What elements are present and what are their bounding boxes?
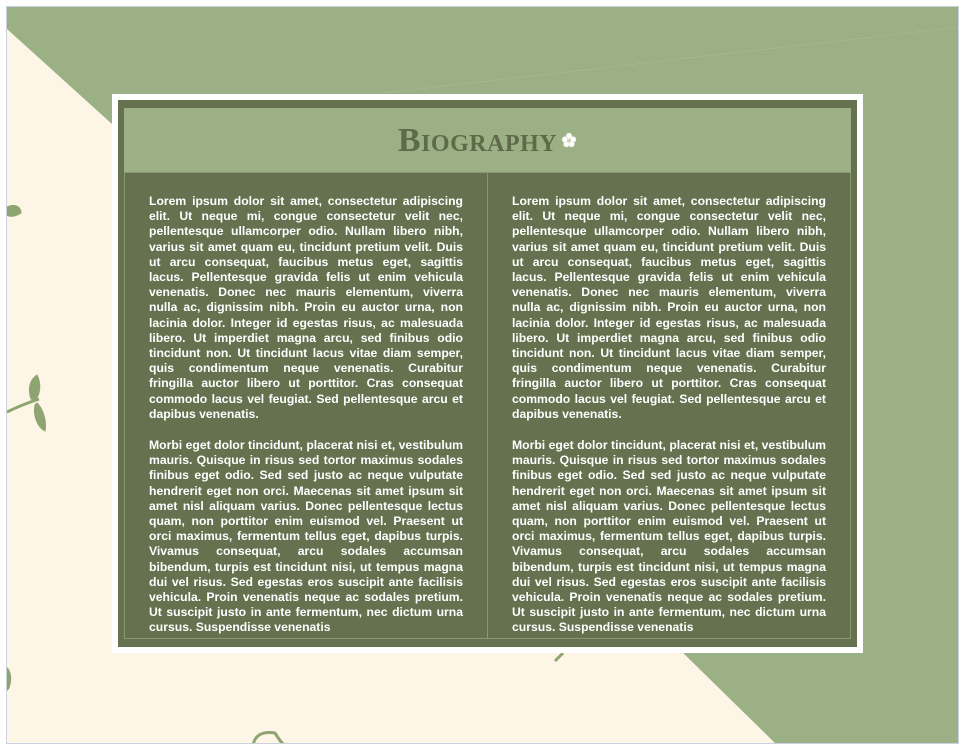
- biography-column-right: [487, 173, 850, 638]
- paragraph: Lorem ipsum dolor sit amet, consectetur adipiscing elit. Ut neque mi, congue consectetur velit nec, pellentesque ullamcorper odio. Nullam libero nibh, varius sit amet quam eu, tincidunt pretium velit. Duis ut arcu consequat, faucibus metus eget, sagittis lacus. Pellentesque gravida felis ut enim vehicula venenatis. Donec nec mauris elementum, viverra nulla ac, dignissim nibh. Proin eu auctor urna, non lacinia dolor. Integer id egestas risus, ac malesuada libero. Ut imperdiet magna arcu, sed finibus odio tincidunt non. Ut tincidunt lacus vitae diam semper, quis condimentum neque venenatis. Curabitur fringilla auctor libero ut porttitor. Cras consequat commodo lacus vel feugiat. Sed pellentesque arcu et dapibus venenatis.: [149, 194, 463, 421]
- card-panel: [118, 100, 857, 647]
- leaf-icon: [7, 205, 21, 216]
- biography-column-left: [125, 173, 487, 638]
- paragraph: Morbi eget dolor tincidunt, placerat nisi et, vestibulum mauris. Quisque in risus sed tortor maximus sodales finibus eget odio. Sed sed justo ac neque vulputate hendrerit eget non orci. Maecenas sit amet ipsum sit amet nisl aliquam varius. Donec pellentesque lectus quam, non porttitor enim euismod vel. Praesent ut orci maximus, fermentum tellus eget, dapibus turpis. Vivamus consequat, arcu sodales accumsan bibendum, turpis est tincidunt nisi, ut tempus magna dui vel risus. Sed egestas eros suscipit ante facilisis vehicula. Proin venenatis neque ac sodales pretium. Ut suscipit justo in ante fermentum, nec dictum urna cursus. Suspendisse venenatis: [512, 438, 826, 635]
- page-frame: [6, 6, 959, 744]
- biography-columns: [124, 172, 851, 639]
- flower-icon: [561, 132, 577, 153]
- biography-card: [112, 94, 863, 653]
- card-header: [124, 108, 851, 172]
- page-title: Biography: [397, 122, 558, 159]
- paragraph: Morbi eget dolor tincidunt, placerat nisi et, vestibulum mauris. Quisque in risus sed tortor maximus sodales finibus eget odio. Sed sed justo ac neque vulputate hendrerit eget non orci. Maecenas sit amet ipsum sit amet nisl aliquam varius. Donec pellentesque lectus quam, non porttitor enim euismod vel. Praesent ut orci maximus, fermentum tellus eget, dapibus turpis. Vivamus consequat, arcu sodales accumsan bibendum, turpis est tincidunt nisi, ut tempus magna dui vel risus. Sed egestas eros suscipit ante facilisis vehicula. Proin venenatis neque ac sodales pretium. Ut suscipit justo in ante fermentum, nec dictum urna cursus. Suspendisse venenatis: [149, 438, 463, 635]
- paragraph: Lorem ipsum dolor sit amet, consectetur adipiscing elit. Ut neque mi, congue consectetur velit nec, pellentesque ullamcorper odio. Nullam libero nibh, varius sit amet quam eu, tincidunt pretium velit. Duis ut arcu consequat, faucibus metus eget, sagittis lacus. Pellentesque gravida felis ut enim vehicula venenatis. Donec nec mauris elementum, viverra nulla ac, dignissim nibh. Proin eu auctor urna, non lacinia dolor. Integer id egestas risus, ac malesuada libero. Ut imperdiet magna arcu, sed finibus odio tincidunt non. Ut tincidunt lacus vitae diam semper, quis condimentum neque venenatis. Curabitur fringilla auctor libero ut porttitor. Cras consequat commodo lacus vel feugiat. Sed pellentesque arcu et dapibus venenatis.: [512, 194, 826, 421]
